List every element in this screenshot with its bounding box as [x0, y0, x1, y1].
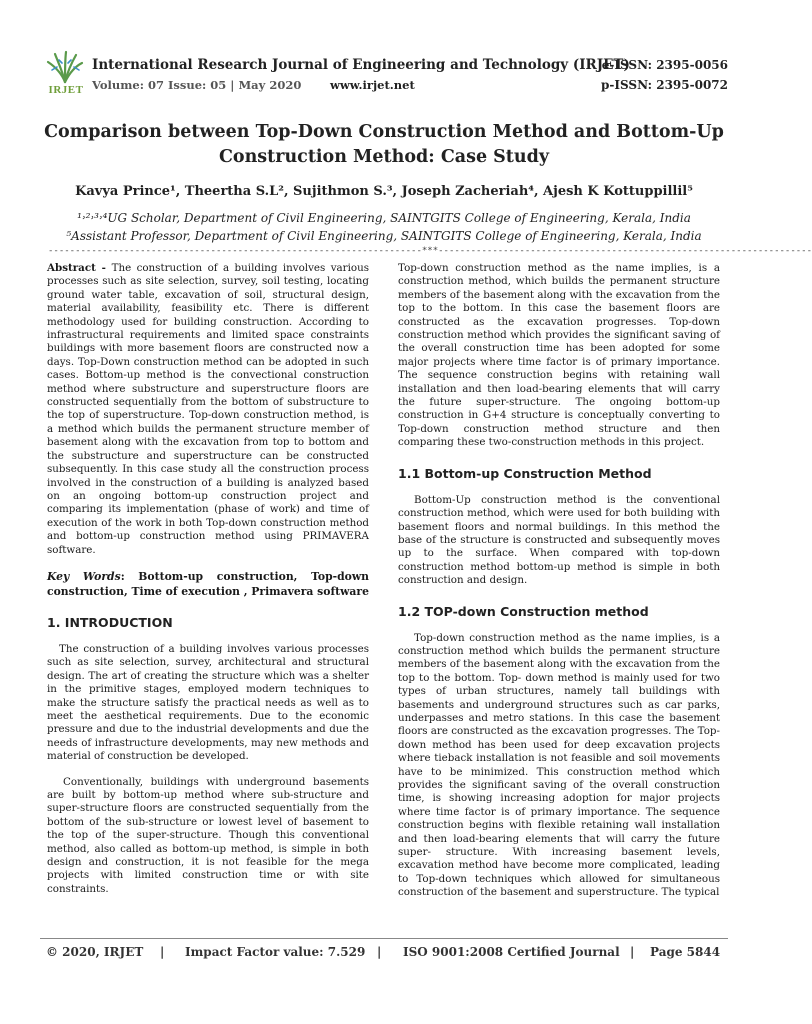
- separator-line: ---------------------------------------------------------------------***---------------------------------------------------------------------: [48, 246, 812, 256]
- right-paragraph-1: Top-down construction method as the name implies, is a construction method, which builds the permanent structure members of the basement along with the excavation from the top to the bottom. In this case the basement floors are constructed as the excavation progresses. Top-down construction method which provides the significant saving of the overall construction time has been adopted for some major projects where time factor is of primary importance. The sequence construction begins with retaining wall installation and then load-bearing elements that will carry the future super-structure. The ongoing bottom-up construction in G+4 structure is conceptually converting to Top-down construction method structure and then comparing these two-construction methods in this project.: [398, 262, 720, 449]
- section-1-2-heading: 1.2 TOP-down Construction method: [398, 603, 649, 619]
- irjet-logo-icon: [44, 50, 86, 86]
- volume-issue: Volume: 07 Issue: 05 | May 2020: [92, 78, 302, 92]
- paper-authors: Kavya Prince¹, Theertha S.L², Sujithmon S.³, Joseph Zacheriah⁴, Ajesh K Kottuppillil⁵: [75, 184, 693, 199]
- logo-text: IRJET: [48, 84, 84, 96]
- affiliation-2: ⁵Assistant Professor, Department of Civil Engineering, SAINTGITS College of Engineering, Kerala, India: [66, 229, 702, 243]
- footer-iso: ISO 9001:2008 Certified Journal: [403, 945, 620, 959]
- keywords-text: : Bottom-up construction, Top-down construction, Time of execution , Primavera software: [47, 569, 369, 598]
- abstract-text: The construction of a building involves various processes such as site selection, survey, soil testing, locating ground water table, excavation of soil, structural design, material availability, feasibility etc. There is different methodology used for building construction. According to infrastructural requirements and limited space constraints buildings with more basement floors are constructed now a days. Top-Down construction method can be adopted in such cases. Bottom-up method is the convectional construction method where substructure and superstructure floors are constructed sequentially from the bottom of substructure to the top of superstructure. Top-down construction method, is a method which builds the permanent structure member of basement along with the excavation from top to bottom and the substructure and superstructure can be constructed subsequently. In this case study all the construction process involved in the construction of a building is analyzed based on an ongoing bottom-up construction project and comparing its implementation (phase of work) and time of execution of the work in both Top-down construction method and bottom-up construction method using PRIMAVERA software.: [47, 262, 369, 556]
- section-1-1-text: Bottom-Up construction method is the conventional construction method, which were used for both building with basement floors and normal buildings. In this method the base of the structure is constructed and subsequently moves up to the surface. When compared with top-down construction method bottom-up method is simple in both construction and design.: [398, 493, 720, 587]
- affiliation-1: ¹˒²˒³˒⁴UG Scholar, Department of Civil Engineering, SAINTGITS College of Engineering, Kerala, India: [77, 211, 691, 225]
- keywords: [47, 569, 369, 599]
- e-issn: e-ISSN: 2395-0056: [601, 58, 728, 72]
- abstract-label: Abstract -: [47, 262, 112, 274]
- abstract: [47, 262, 369, 557]
- p-issn: p-ISSN: 2395-0072: [601, 78, 728, 92]
- left-column: [47, 262, 369, 896]
- footer-impact-factor: Impact Factor value: 7.529: [185, 945, 366, 959]
- journal-name: International Research Journal of Engineering and Technology (IRJET): [92, 57, 630, 73]
- footer-page-number: Page 5844: [650, 945, 721, 959]
- footer-separator: |: [160, 945, 165, 959]
- section-1-1-heading: 1.1 Bottom-up Construction Method: [398, 465, 652, 481]
- journal-header: [40, 46, 730, 98]
- intro-paragraph-1: The construction of a building involves various processes such as site selection, survey, architectural and structural design. The art of creating the structure which was a shelter in the primitive stages, employed modern techniques to make the structure satisfy the practical needs as well as to meet the aesthetical requirements. Due to the economic pressure and due to the industrial developments and due the needs of infrastructure developments, may new methods and material of construction be developed.: [47, 642, 369, 763]
- footer-separator: |: [630, 945, 635, 959]
- footer-separator: |: [377, 945, 382, 959]
- section-1-2-text: Top-down construction method as the name implies, is a construction method which builds the permanent structure members of the basement along with the excavation from the top to the bottom. Top- down method is mainly used for two types of urban structures, namely tall buildings with basements and underground structures such as car parks, underpasses and metro stations. In this case the basement floors are constructed as the excavation progresses. The Top-down method has been used for deep excavation projects where tieback installation is not feasible and soil movements have to be minimized. This construction method which provides the significant saving of the overall construction time, is showing increasing adoption for major projects where time factor is of primary importance. The sequence construction begins with flexible retaining wall installation and then load-bearing elements that will carry the future super- structure. With increasing basement levels, excavation method have become more complicated, leading to Top-down techniques which allowed for simultaneous construction of the basement and superstructure. The typical: [398, 631, 720, 899]
- page-footer: [40, 945, 728, 965]
- keywords-label: Key Words: [47, 569, 121, 583]
- right-column: [398, 262, 720, 900]
- footer-divider: [40, 938, 728, 939]
- intro-heading: 1. INTRODUCTION: [47, 614, 173, 630]
- journal-website[interactable]: www.irjet.net: [330, 78, 415, 92]
- footer-copyright: © 2020, IRJET: [46, 945, 144, 959]
- paper-title: Comparison between Top-Down Construction Method and Bottom-Up Construction Method: Case Study: [44, 122, 724, 167]
- irjet-logo: [44, 50, 86, 96]
- intro-paragraph-2: Conventionally, buildings with underground basements are built by bottom-up method where sub-structure and super-structure floors are constructed sequentially from the bottom of the sub-structure or lowest level of basement to the top of the super-structure. Though this conventional method, also called as bottom-up method, is simple in both design and construction, it is not feasible for the mega projects with limited construction time or with site constraints.: [47, 775, 369, 895]
